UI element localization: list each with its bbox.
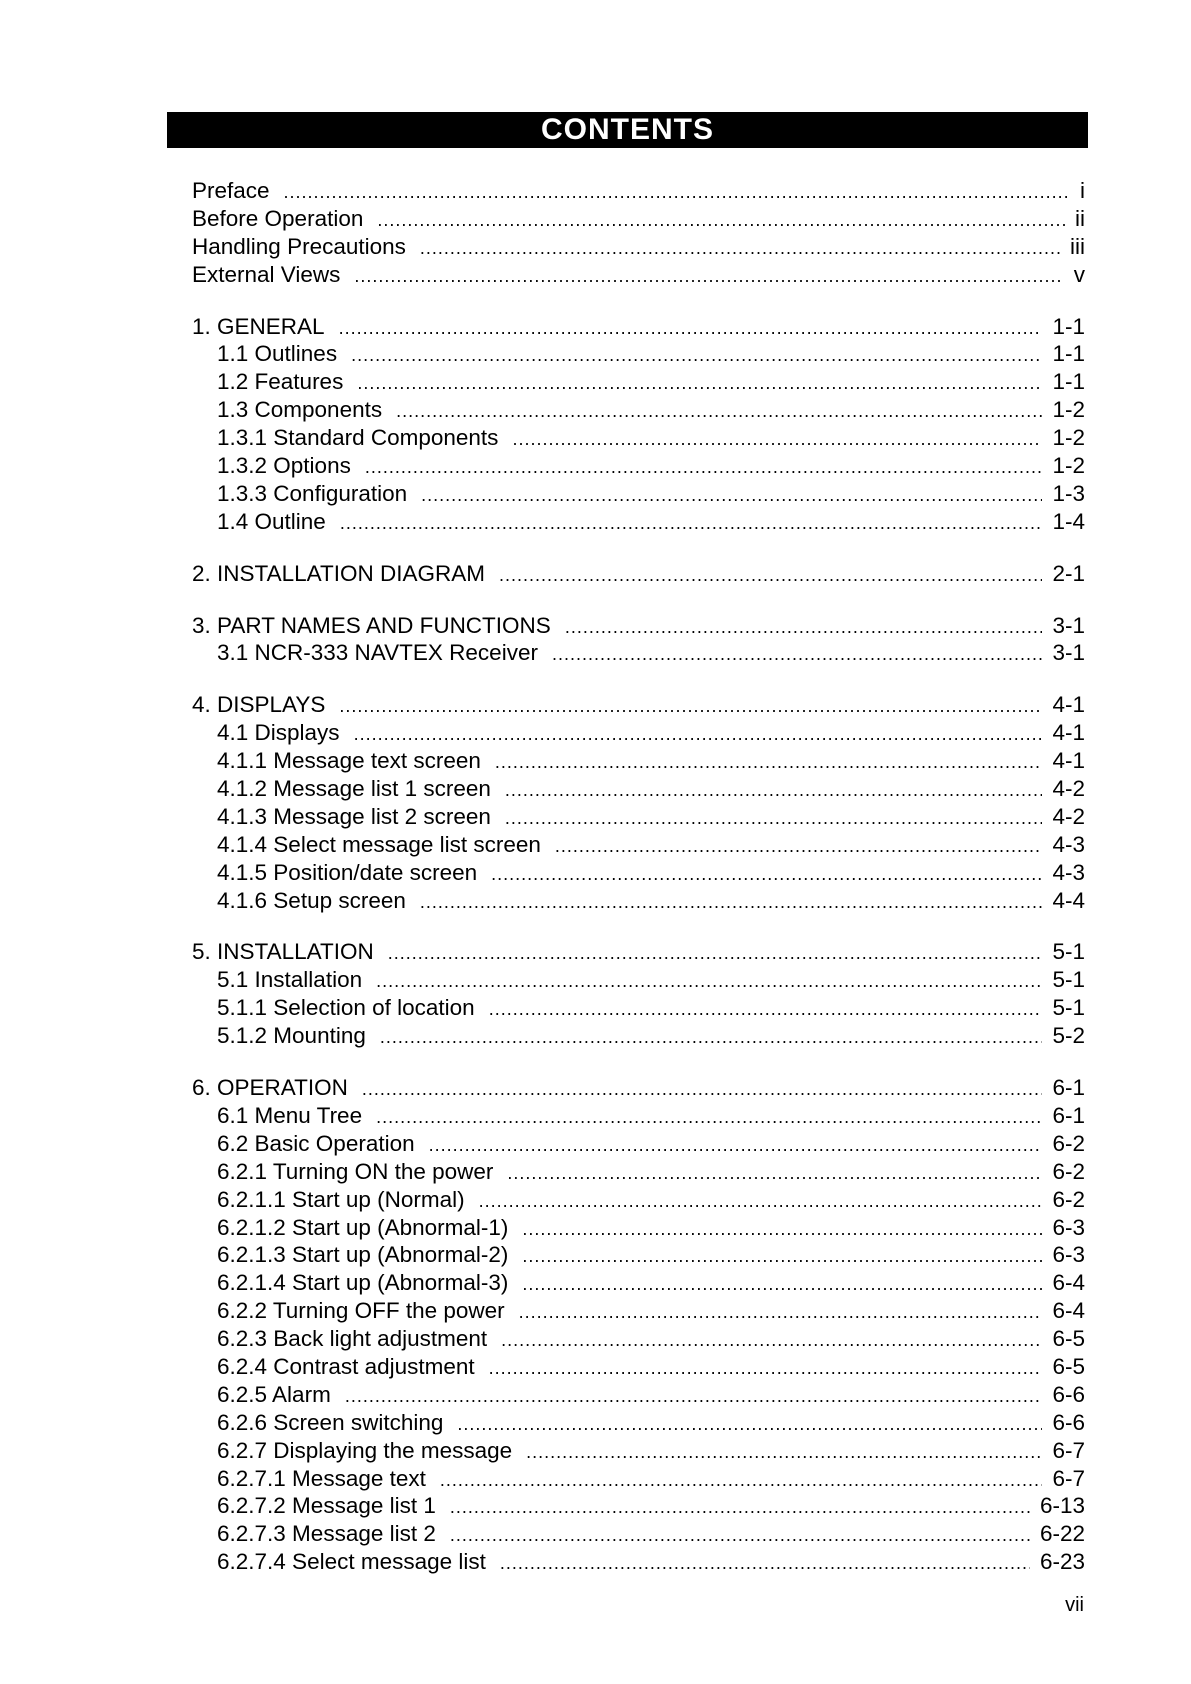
toc-entry-label: 1.3.1 Standard Components bbox=[217, 425, 499, 451]
toc-entry-label: 6.2.7 Displaying the message bbox=[217, 1437, 513, 1463]
toc-entry-label: 6.2.1 Turning ON the power bbox=[217, 1158, 494, 1184]
dot-leader bbox=[351, 342, 1042, 370]
toc-entry-page: 1-1 bbox=[1052, 369, 1085, 395]
toc-entry-page: v bbox=[1073, 261, 1085, 287]
dot-leader bbox=[365, 454, 1043, 482]
dot-leader bbox=[376, 1104, 1042, 1132]
toc-entry-page: 4-4 bbox=[1052, 887, 1085, 913]
dot-leader bbox=[421, 482, 1042, 510]
toc-entry[interactable] bbox=[192, 966, 1085, 994]
toc-entry-label: 4. DISPLAYS bbox=[192, 692, 326, 718]
dot-leader bbox=[522, 1271, 1042, 1299]
toc-entry[interactable] bbox=[192, 803, 1085, 831]
toc-entry-page: 4-2 bbox=[1052, 803, 1085, 829]
toc-entry-page: 6-1 bbox=[1052, 1075, 1085, 1101]
dot-leader bbox=[339, 693, 1042, 721]
toc-entry-page: 1-3 bbox=[1052, 480, 1085, 506]
toc-section bbox=[192, 1074, 1085, 1576]
toc-entry[interactable] bbox=[192, 233, 1085, 261]
toc-entry-label: 6.2.5 Alarm bbox=[217, 1381, 331, 1407]
toc-entry[interactable] bbox=[192, 639, 1085, 667]
dot-leader bbox=[354, 721, 1043, 749]
toc-entry-page: 5-2 bbox=[1052, 1023, 1085, 1049]
toc-section bbox=[192, 938, 1085, 1050]
dot-leader bbox=[380, 1024, 1043, 1052]
toc-entry-page: 6-2 bbox=[1052, 1130, 1085, 1156]
toc-entry-label: 6.2.2 Turning OFF the power bbox=[217, 1298, 505, 1324]
toc-entry-label: Preface bbox=[192, 178, 270, 203]
dot-leader bbox=[522, 1216, 1042, 1244]
toc-entry-page: 3-1 bbox=[1052, 612, 1085, 638]
dot-leader bbox=[519, 1299, 1043, 1327]
toc-entry-label: 1.4 Outline bbox=[217, 508, 326, 534]
toc-entry-label: 3. PART NAMES AND FUNCTIONS bbox=[192, 612, 551, 638]
toc-entry-page: 6-3 bbox=[1052, 1214, 1085, 1240]
toc-entry-page: 6-7 bbox=[1052, 1437, 1085, 1463]
toc-entry-page: 4-1 bbox=[1052, 748, 1085, 774]
dot-leader bbox=[495, 749, 1043, 777]
toc-entry[interactable] bbox=[192, 396, 1085, 424]
toc-entry-page: 1-2 bbox=[1052, 425, 1085, 451]
toc-entry-page: 1-1 bbox=[1052, 313, 1085, 339]
toc-entry-page: 6-6 bbox=[1052, 1381, 1085, 1407]
dot-leader bbox=[388, 940, 1043, 968]
toc-entry-label: 4.1.6 Setup screen bbox=[217, 887, 406, 913]
toc-entry-page: iii bbox=[1070, 233, 1085, 259]
toc-entry-page: 6-4 bbox=[1052, 1298, 1085, 1324]
toc-entry-label: 5.1.2 Mounting bbox=[217, 1023, 366, 1049]
dot-leader bbox=[491, 861, 1042, 889]
toc-entry-page: 5-1 bbox=[1052, 995, 1085, 1021]
toc-entry-page: 6-2 bbox=[1052, 1186, 1085, 1212]
toc-entry-page: 6-3 bbox=[1052, 1242, 1085, 1268]
toc-entry[interactable] bbox=[192, 938, 1085, 966]
dot-leader bbox=[396, 398, 1042, 426]
toc-entry-page: 6-1 bbox=[1052, 1102, 1085, 1128]
toc-entry-page: 5-1 bbox=[1052, 967, 1085, 993]
toc-entry[interactable] bbox=[192, 452, 1085, 480]
toc-entry-page: 4-1 bbox=[1052, 692, 1085, 718]
toc-entry-page: 4-3 bbox=[1052, 831, 1085, 857]
toc-entry-label: 4.1.1 Message text screen bbox=[217, 748, 481, 774]
toc-entry-page: i bbox=[1080, 178, 1085, 203]
toc-entry[interactable] bbox=[192, 1548, 1085, 1576]
toc-entry-label: 6.2.3 Back light adjustment bbox=[217, 1326, 488, 1352]
toc-entry[interactable] bbox=[192, 1158, 1085, 1186]
toc-entry-label: 6.2.1.3 Start up (Abnormal-2) bbox=[217, 1242, 509, 1268]
table-of-contents bbox=[192, 177, 1085, 1600]
toc-entry-label: 6. OPERATION bbox=[192, 1075, 348, 1101]
toc-entry-page: 1-2 bbox=[1052, 453, 1085, 479]
toc-entry-label: 5. INSTALLATION bbox=[192, 939, 374, 965]
page-number: vii bbox=[1065, 1594, 1084, 1616]
dot-leader bbox=[479, 1188, 1043, 1216]
toc-entry[interactable] bbox=[192, 1297, 1085, 1325]
toc-entry[interactable] bbox=[192, 994, 1085, 1022]
toc-entry[interactable] bbox=[192, 205, 1085, 233]
dot-leader bbox=[507, 1160, 1042, 1188]
dot-leader bbox=[339, 315, 1043, 343]
toc-entry[interactable] bbox=[192, 1325, 1085, 1353]
dot-leader bbox=[377, 207, 1065, 235]
toc-entry[interactable] bbox=[192, 1465, 1085, 1493]
toc-entry-label: 6.2.4 Contrast adjustment bbox=[217, 1353, 475, 1379]
toc-entry[interactable] bbox=[192, 1520, 1085, 1548]
toc-entry-label: 6.2.7.2 Message list 1 bbox=[217, 1493, 436, 1519]
toc-entry-page: 2-1 bbox=[1052, 560, 1085, 586]
dot-leader bbox=[354, 263, 1063, 291]
toc-entry-page: 6-6 bbox=[1052, 1409, 1085, 1435]
toc-entry-page: 3-1 bbox=[1052, 640, 1085, 666]
toc-entry[interactable] bbox=[192, 1022, 1085, 1050]
dot-leader bbox=[340, 510, 1043, 538]
toc-entry[interactable] bbox=[192, 1102, 1085, 1130]
dot-leader bbox=[555, 833, 1043, 861]
toc-entry[interactable] bbox=[192, 1074, 1085, 1102]
dot-leader bbox=[489, 996, 1043, 1024]
toc-entry-label: 4.1.4 Select message list screen bbox=[217, 831, 541, 857]
dot-leader bbox=[376, 968, 1042, 996]
dot-leader bbox=[505, 777, 1043, 805]
toc-entry-label: 4.1.3 Message list 2 screen bbox=[217, 803, 491, 829]
toc-entry-label: 1.2 Features bbox=[217, 369, 344, 395]
toc-entry-page: 6-2 bbox=[1052, 1158, 1085, 1184]
toc-entry-label: 6.2.7.4 Select message list bbox=[217, 1549, 486, 1575]
toc-entry[interactable] bbox=[192, 340, 1085, 368]
toc-entry-label: 6.2.1.1 Start up (Normal) bbox=[217, 1186, 465, 1212]
page-title: CONTENTS bbox=[167, 112, 1088, 148]
toc-entry-label: 6.2 Basic Operation bbox=[217, 1130, 415, 1156]
toc-entry[interactable] bbox=[192, 859, 1085, 887]
dot-leader bbox=[440, 1467, 1043, 1495]
dot-leader bbox=[552, 641, 1043, 669]
toc-entry[interactable] bbox=[192, 508, 1085, 536]
toc-entry-page: 6-5 bbox=[1052, 1326, 1085, 1352]
toc-entry-page: 1-4 bbox=[1052, 508, 1085, 534]
toc-entry-label: 4.1 Displays bbox=[217, 720, 340, 746]
dot-leader bbox=[420, 235, 1060, 263]
toc-entry[interactable] bbox=[192, 480, 1085, 508]
toc-entry-label: Before Operation bbox=[192, 205, 364, 231]
toc-entry[interactable] bbox=[192, 560, 1085, 588]
toc-entry[interactable] bbox=[192, 1186, 1085, 1214]
toc-entry-label: Handling Precautions bbox=[192, 233, 406, 259]
toc-entry-page: 6-4 bbox=[1052, 1270, 1085, 1296]
toc-section bbox=[192, 313, 1085, 536]
toc-section bbox=[192, 691, 1085, 914]
toc-entry[interactable] bbox=[192, 424, 1085, 452]
dot-leader bbox=[420, 889, 1043, 917]
dot-leader bbox=[357, 370, 1042, 398]
dot-leader bbox=[501, 1327, 1042, 1355]
toc-entry[interactable] bbox=[192, 368, 1085, 396]
toc-entry-label: 6.2.6 Screen switching bbox=[217, 1409, 444, 1435]
toc-entry-label: 1.1 Outlines bbox=[217, 341, 338, 367]
toc-entry[interactable] bbox=[192, 612, 1085, 640]
dot-leader bbox=[450, 1494, 1030, 1522]
toc-entry[interactable] bbox=[192, 831, 1085, 859]
toc-entry[interactable] bbox=[192, 1269, 1085, 1297]
dot-leader bbox=[512, 426, 1042, 454]
dot-leader bbox=[450, 1522, 1030, 1550]
toc-entry-label: 5.1 Installation bbox=[217, 967, 363, 993]
toc-entry[interactable] bbox=[192, 1437, 1085, 1465]
toc-entry-page: 1-1 bbox=[1052, 341, 1085, 367]
toc-entry-label: 6.2.1.4 Start up (Abnormal-3) bbox=[217, 1270, 509, 1296]
toc-entry-page: 6-13 bbox=[1039, 1493, 1085, 1519]
toc-entry[interactable] bbox=[192, 691, 1085, 719]
toc-entry[interactable] bbox=[192, 1492, 1085, 1520]
toc-entry-label: 1.3.3 Configuration bbox=[217, 480, 408, 506]
toc-entry[interactable] bbox=[192, 775, 1085, 803]
toc-entry-label: 6.2.1.2 Start up (Abnormal-1) bbox=[217, 1214, 509, 1240]
toc-entry-page: 4-2 bbox=[1052, 776, 1085, 802]
toc-section bbox=[192, 612, 1085, 668]
toc-entry-label: 6.2.7.3 Message list 2 bbox=[217, 1521, 436, 1547]
toc-entry-page: 1-2 bbox=[1052, 397, 1085, 423]
dot-leader bbox=[499, 562, 1042, 590]
dot-leader bbox=[500, 1550, 1030, 1578]
toc-entry-label: 1. GENERAL bbox=[192, 313, 325, 339]
toc-entry-page: 6-7 bbox=[1052, 1465, 1085, 1491]
toc-entry-page: 4-1 bbox=[1052, 720, 1085, 746]
toc-entry-label: 1.3.2 Options bbox=[217, 453, 351, 479]
toc-section bbox=[192, 560, 1085, 588]
toc-entry-label: 6.1 Menu Tree bbox=[217, 1102, 363, 1128]
toc-entry-label: 2. INSTALLATION DIAGRAM bbox=[192, 560, 485, 586]
toc-entry[interactable] bbox=[192, 1409, 1085, 1437]
toc-entry-page: 4-3 bbox=[1052, 859, 1085, 885]
toc-entry-label: 4.1.5 Position/date screen bbox=[217, 859, 478, 885]
toc-entry-page: 6-23 bbox=[1039, 1549, 1085, 1575]
toc-entry[interactable] bbox=[192, 1353, 1085, 1381]
dot-leader bbox=[489, 1355, 1043, 1383]
toc-entry-label: 6.2.7.1 Message text bbox=[217, 1465, 426, 1491]
toc-entry-page: 6-22 bbox=[1039, 1521, 1085, 1547]
toc-entry[interactable] bbox=[192, 887, 1085, 915]
dot-leader bbox=[362, 1076, 1043, 1104]
toc-entry-label: 5.1.1 Selection of location bbox=[217, 995, 475, 1021]
toc-entry-page: 5-1 bbox=[1052, 939, 1085, 965]
toc-entry[interactable] bbox=[192, 719, 1085, 747]
toc-entry-label: 4.1.2 Message list 1 screen bbox=[217, 776, 491, 802]
toc-entry[interactable] bbox=[192, 1130, 1085, 1158]
toc-entry[interactable] bbox=[192, 1214, 1085, 1242]
dot-leader bbox=[522, 1243, 1042, 1271]
dot-leader bbox=[284, 179, 1070, 207]
toc-entry[interactable] bbox=[192, 261, 1085, 289]
toc-entry-page: ii bbox=[1075, 205, 1085, 231]
dot-leader bbox=[457, 1411, 1042, 1439]
toc-entry[interactable] bbox=[192, 1241, 1085, 1269]
toc-entry-label: External Views bbox=[192, 261, 341, 287]
toc-entry-label: 3.1 NCR-333 NAVTEX Receiver bbox=[217, 640, 538, 666]
dot-leader bbox=[526, 1439, 1042, 1467]
toc-section bbox=[192, 177, 1085, 289]
toc-entry-page: 6-5 bbox=[1052, 1353, 1085, 1379]
toc-entry[interactable] bbox=[192, 1381, 1085, 1409]
toc-entry[interactable] bbox=[192, 313, 1085, 341]
toc-entry-label: 1.3 Components bbox=[217, 397, 383, 423]
dot-leader bbox=[429, 1132, 1043, 1160]
dot-leader bbox=[565, 614, 1043, 642]
dot-leader bbox=[505, 805, 1043, 833]
dot-leader bbox=[345, 1383, 1043, 1411]
toc-entry[interactable] bbox=[192, 747, 1085, 775]
toc-entry[interactable] bbox=[192, 177, 1085, 205]
